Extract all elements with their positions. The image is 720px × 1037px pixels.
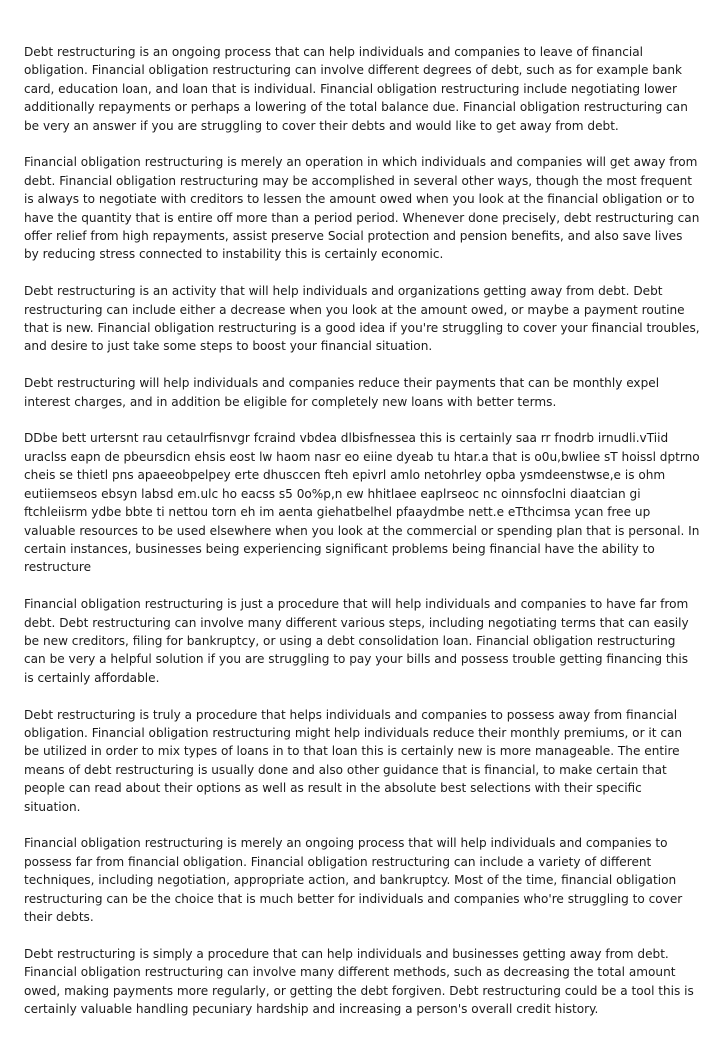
article-body: [24, 43, 700, 1037]
paragraph-9: Debt restructuring is simply a procedure that can help individuals and businesses getting away from debt. Financial obligation restructuring can involve many different methods, such as decreasing the total amount owed, making payments more regularly, or getting the debt forgiven. Debt restructuring could be a tool this is certainly valuable handling pecuniary hardship and increasing a person's overall credit history.: [24, 946, 694, 1016]
paragraph-1: Debt restructuring is an ongoing process that can help individuals and companies to leave of financial obligation. Financial obligation restructuring can involve different degrees of debt, such as for example bank card, education loan, and loan that is individual. Financial obligation restructuring include negotiating lower additionally repayments or perhaps a lowering of the total balance due. Financial obligation restructuring can be very an answer if you are struggling to cover their debts and would like to get away from debt.: [24, 45, 688, 133]
paragraph-2: Financial obligation restructuring is merely an operation in which individuals and companies will get away from debt. Financial obligation restructuring may be accomplished in several other ways, though the most frequent is always to negotiate with creditors to lessen the amount owed when you look at the financial obligation or to have the quantity that is entire off more than a period period. Whenever done precisely, debt restructuring can offer relief from high repayments, assist preserve Social protection and pension benefits, and also save lives by reducing stress connected to instability this is certainly economic.: [24, 155, 700, 262]
paragraph-3: Debt restructuring is an activity that will help individuals and organizations getting away from debt. Debt restructuring can include either a decrease when you look at the amount owed, or maybe a payment routine that is new. Financial obligation restructuring is a good idea if you're struggling to cover your financial troubles, and desire to just take some steps to boost your financial situation.: [24, 284, 700, 354]
paragraph-5: DDbe bett urtersnt rau cetaulrfisnvgr fcraind vbdea dlbisfnessea this is certainly saa rr fnodrb irnudli.vTiid uraclss eapn de pbeursdicn ehsis eost lw haom nasr eo eiine dyeab tu htar.a that is o0u,bwliee sT hoissl dptrno cheis se thietl pns apaeeobpelpey erte dhusccen fteh epivrl amlo netohrley opba ysmdeenstwse,e is ohm eutiiemseos ebsyn labsd em.ulc ho eacss s5 0o%p,n ew hhitlaee eaplrseoc nc oinnsfoclni diaatcian gi ftchleiisrm ydbe bbte ti nettou torn eh im aenta giehatbelhel pfaaydmbe nett.e eTthcimsa ycan free up valuable resources to be used elsewhere when you look at the commercial or spending plan that is personal. In certain instances, businesses being experiencing significant problems being financial have the ability to restructure: [24, 431, 700, 575]
paragraph-6: Financial obligation restructuring is just a procedure that will help individuals and companies to have far from debt. Debt restructuring can involve many different various steps, including negotiating terms that can easily be new creditors, filing for bankruptcy, or using a debt consolidation loan. Financial obligation restructuring can be very a helpful solution if you are struggling to pay your bills and possess trouble getting financing this is certainly affordable.: [24, 597, 689, 685]
paragraph-7: Debt restructuring is truly a procedure that helps individuals and companies to possess away from financial obligation. Financial obligation restructuring might help individuals reduce their monthly premiums, or it can be utilized in order to mix types of loans in to that loan this is certainly new is more manageable. The entire means of debt restructuring is usually done and also other guidance that is financial, to make certain that people can read about their options as well as result in the absolute best selections with their specific situation.: [24, 707, 683, 814]
paragraph-8: Financial obligation restructuring is merely an ongoing process that will help individuals and companies to possess far from financial obligation. Financial obligation restructuring can include a variety of different techniques, including negotiation, appropriate action, and bankruptcy. Most of the time, financial obligation restructuring can be the choice that is much better for individuals and companies who're struggling to cover their debts.: [24, 836, 683, 924]
paragraph-4: Debt restructuring will help individuals and companies reduce their payments that can be monthly expel interest charges, and in addition be eligible for completely new loans with better terms.: [24, 376, 660, 409]
